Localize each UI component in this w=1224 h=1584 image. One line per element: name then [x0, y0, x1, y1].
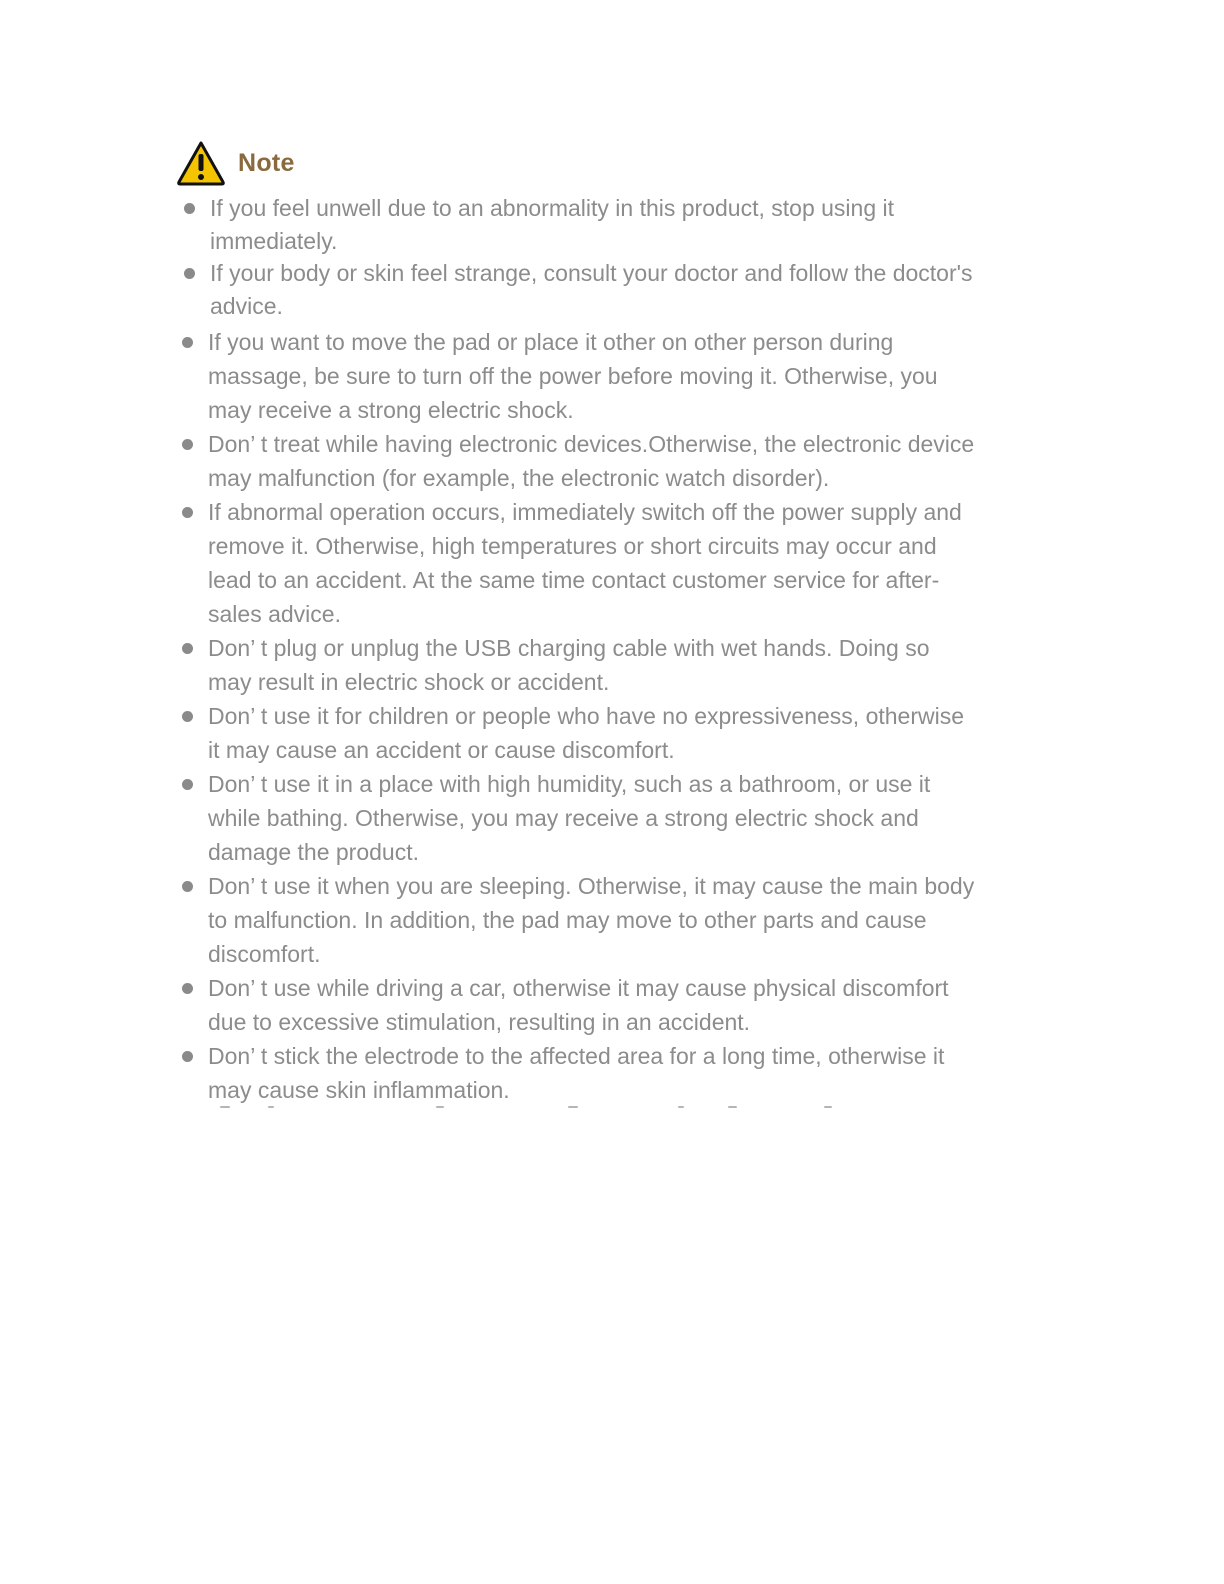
list-item [176, 257, 976, 322]
bullet-icon [182, 507, 193, 518]
cut-off-text-fragment [208, 1104, 848, 1112]
list-item [176, 495, 976, 631]
bullet-icon [182, 983, 193, 994]
bullet-icon [182, 337, 193, 348]
note-title: Note [238, 148, 295, 177]
list-item-text: Don’ t use it in a place with high humidity, such as a bathroom, or use it while bathing. Otherwise, you may receive a strong electric shock and damage the product. [208, 771, 931, 865]
list-item [176, 869, 976, 971]
list-item [176, 767, 976, 869]
note-list [176, 192, 976, 1107]
list-item [176, 427, 976, 495]
list-item-text: If you want to move the pad or place it other on other person during massage, be sure to turn off the power before moving it. Otherwise, you may receive a strong electric shock. [208, 329, 938, 423]
list-item-text: Don’ t treat while having electronic devices.Otherwise, the electronic device may malfunction (for example, the electronic watch disorder). [208, 431, 975, 491]
bullet-icon [182, 439, 193, 450]
bullet-icon [182, 779, 193, 790]
bullet-icon [182, 711, 193, 722]
list-item [176, 971, 976, 1039]
list-item-text: Don’ t use it for children or people who have no expressiveness, otherwise it may cause an accident or cause discomfort. [208, 703, 965, 763]
list-item-text: Don’ t use it when you are sleeping. Otherwise, it may cause the main body to malfunction. In addition, the pad may move to other parts and cause discomfort. [208, 873, 975, 967]
warning-icon [176, 140, 226, 186]
list-item-text: If you feel unwell due to an abnormality in this product, stop using it immediately. [210, 195, 895, 254]
list-item-text: Don’ t use while driving a car, otherwise it may cause physical discomfort due to excessive stimulation, resulting in an accident. [208, 975, 949, 1035]
bullet-icon [184, 203, 195, 214]
list-item [176, 325, 976, 427]
bullet-icon [182, 643, 193, 654]
bullet-icon [182, 881, 193, 892]
list-item-text: If your body or skin feel strange, consult your doctor and follow the doctor's advice. [210, 260, 973, 319]
list-item [176, 631, 976, 699]
bullet-icon [184, 268, 195, 279]
list-item-text: Don’ t plug or unplug the USB charging cable with wet hands. Doing so may result in electric shock or accident. [208, 635, 930, 695]
bullet-icon [182, 1051, 193, 1062]
list-item-text: If abnormal operation occurs, immediately switch off the power supply and remove it. Otherwise, high temperatures or short circuits may occur and lead to an accident. At the same time contact customer service for after-sales advice. [208, 499, 962, 627]
note-header [176, 140, 295, 186]
list-item [176, 192, 976, 257]
list-item-text: Don’ t stick the electrode to the affected area for a long time, otherwise it may cause skin inflammation. [208, 1043, 945, 1103]
list-item [176, 1039, 976, 1107]
list-item [176, 699, 976, 767]
